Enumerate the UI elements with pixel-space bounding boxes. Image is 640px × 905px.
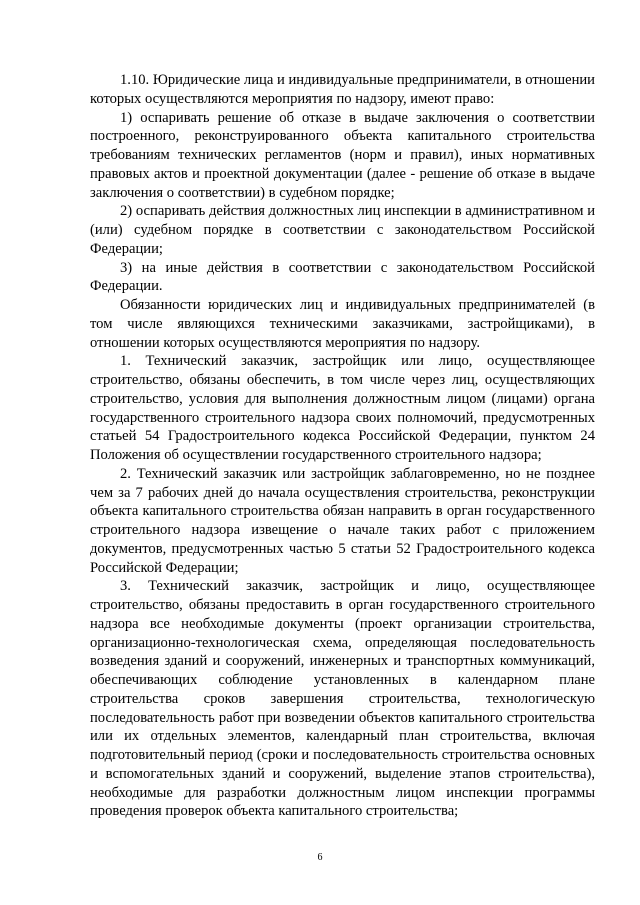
paragraph-right-1: 1) оспаривать решение об отказе в выдаче заключения о соответствии построенного, реконструированного объекта капитального строительства требованиям технических регламентов (норм и правил), иных нормативных правовых актов и проектной документации (далее - решение об отказе в выдаче заключения о соответствии) в судебном порядке; bbox=[90, 109, 595, 201]
paragraph-obligation-3: 3. Технический заказчик, застройщик и лицо, осуществляющее строительство, обязаны предоставить в орган государственного строительного надзора все необходимые документы (проект организации строительства, организационно-технологическая схема, определяющая последовательность возведения зданий и сооружений, инженерных и транспортных коммуникаций, обеспечивающих соблюдение установленных в календарном плане строительства сроков завершения строительства, технологическую последовательность работ при возведении объектов капитального строительства или их отдельных элементов, календарный план строительства, включая подготовительный период (сроки и последовательность строительства основных и вспомогательных зданий и сооружений, выделение этапов строительства), необходимые для разработки должностным лицом инспекции программы проведения проверок объекта капитального строительства; bbox=[90, 578, 595, 820]
paragraph-obligation-2: 2. Технический заказчик или застройщик заблаговременно, но не позднее чем за 7 рабочих дней до начала осуществления строительства, реконструкции объекта капитального строительства обязан направить в орган государственного строительного надзора извещение о начале таких работ с приложением документов, предусмотренных частью 5 статьи 52 Градостроительного кодекса Российской Федерации; bbox=[90, 465, 595, 576]
paragraph-right-3: 3) на иные действия в соответствии с законодательством Российской Федерации. bbox=[90, 259, 595, 295]
paragraph-obligation-1: 1. Технический заказчик, застройщик или лицо, осуществляющее строительство, обязаны обеспечить, в том числе через лиц, осуществляющих строительство, условия для выполнения должностным лицом (лицами) органа государственного строительного надзора своих полномочий, предусмотренных статьей 54 Градостроительного кодекса Российской Федерации, пунктом 24 Положения об осуществлении государственного строительного надзора; bbox=[90, 353, 595, 463]
paragraph-right-2: 2) оспаривать действия должностных лиц инспекции в административном и (или) судебном порядке в соответствии с законодательством Российской Федерации; bbox=[90, 203, 595, 257]
paragraph-1-10-rights-intro: 1.10. Юридические лица и индивидуальные предприниматели, в отношении которых осуществляются мероприятия по надзору, имеют право: bbox=[90, 72, 595, 107]
page-number: 6 bbox=[317, 852, 323, 863]
document-body bbox=[90, 71, 595, 821]
paragraph-obligations-intro: Обязанности юридических лиц и индивидуальных предпринимателей (в том числе являющихся техническими заказчиками, застройщиками), в отношении которых осуществляются мероприятия по надзору. bbox=[90, 297, 595, 351]
